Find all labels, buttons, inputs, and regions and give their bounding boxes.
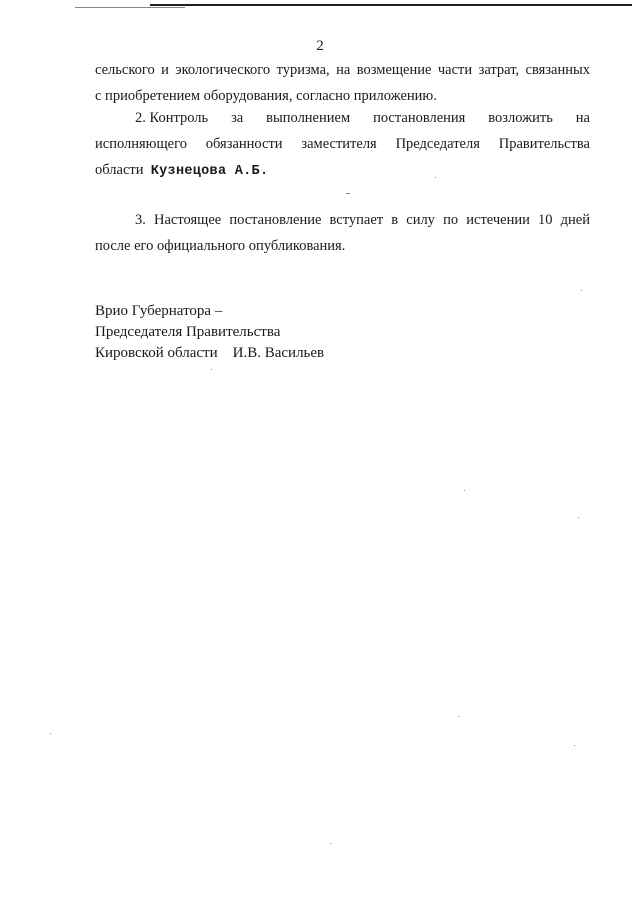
p2-word: на [575, 110, 590, 126]
signature-block [95, 301, 324, 364]
scan-speck [458, 716, 459, 717]
scan-speck [346, 193, 350, 194]
scan-speck [581, 290, 582, 291]
p2-word: исполняющего [95, 136, 187, 152]
p2-word: Правительства [498, 136, 590, 152]
paragraph1-line2: с приобретением оборудования, согласно приложению. [95, 88, 437, 104]
scan-speck [574, 745, 575, 746]
paragraph2-line1 [95, 105, 590, 131]
scan-speck [211, 369, 212, 370]
paragraph2-line2 [95, 131, 590, 157]
signature-line2: Председателя Правительства [95, 324, 281, 340]
paragraph-control [95, 105, 590, 185]
paragraph-effective-date [95, 207, 590, 259]
top-border-line-thin [75, 7, 185, 8]
p2-word: 2. Контроль [135, 110, 209, 126]
p2-word: постановления [373, 110, 466, 126]
p2-word: за [231, 110, 244, 126]
p2-prefix: области [95, 162, 144, 178]
scan-speck [435, 177, 436, 178]
p2-word: возложить [488, 110, 553, 126]
typed-name-insert: Кузнецова А.Б. [150, 164, 269, 179]
signature-line3: Кировской области И.В. Васильев [95, 345, 325, 361]
signature-line1: Врио Губернатора – [95, 303, 223, 319]
scan-speck [464, 490, 465, 491]
p2-word: выполнением [266, 110, 351, 126]
p2-word: Председателя [395, 136, 480, 152]
top-border-line [150, 4, 632, 6]
paragraph3-line2: после его официального опубликования. [95, 238, 346, 254]
scan-speck [330, 843, 331, 844]
p2-word: заместителя [301, 136, 377, 152]
paragraph2-line3 [95, 157, 590, 185]
paragraph-continuation [95, 57, 590, 109]
p2-word: обязанности [205, 136, 283, 152]
scan-speck [578, 517, 579, 518]
scan-speck [50, 733, 51, 734]
paragraph1-line1: сельского и экологического туризма, на возмещение части затрат, связанных [95, 62, 590, 78]
paragraph3-line1: 3. Настоящее постановление вступает в силу по истечении 10 дней [135, 212, 590, 228]
page-number: 2 [316, 38, 324, 54]
